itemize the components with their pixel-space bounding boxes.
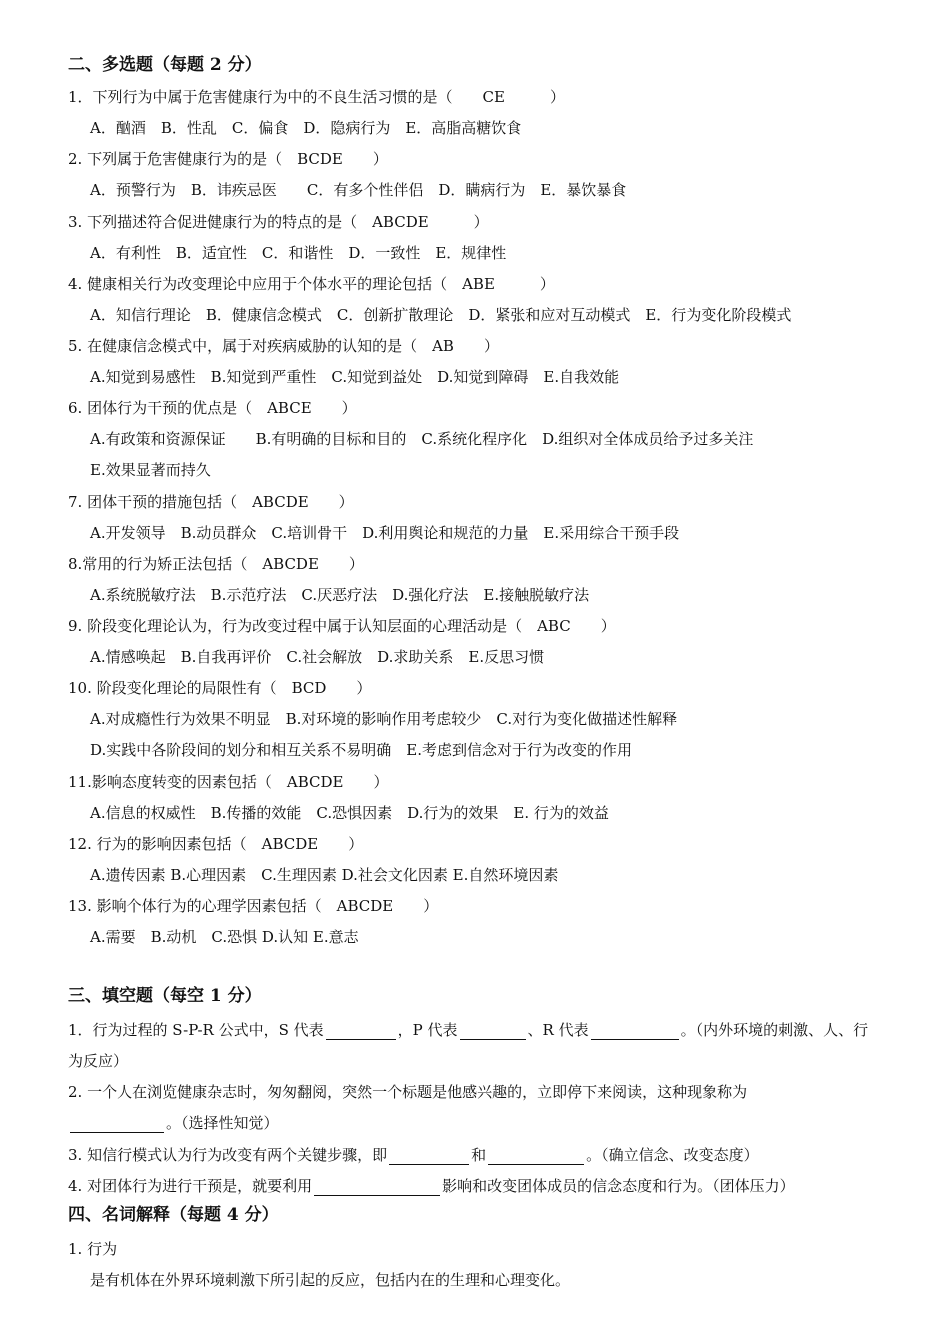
fill-q3-text-a: 3. 知信行模式认为行为改变有两个关键步骤，即 [68,1146,388,1164]
question-2-options: A．预警行为 B．讳疾忌医 C．有多个性伴侣 D．瞒病行为 E．暴饮暴食 [90,181,627,199]
question-6-options: A.有政策和资源保证 B.有明确的目标和目的 C.系统化程序化 D.组织对全体成员给予过多关注 [90,430,754,448]
question-5: 5. 在健康信念模式中，属于对疾病威胁的认知的是（ AB ） [68,337,499,355]
fill-question-1-cont: 为反应） [68,1052,129,1070]
section-heading-fill-blank: 三、填空题（每空 1 分） [68,986,262,1006]
fill-q1-text-b: ，P 代表 [397,1021,458,1039]
fill-q1-text-a: 1．行为过程的 S-P-R 公式中，S 代表 [68,1021,324,1039]
question-9: 9. 阶段变化理论认为，行为改变过程中属于认知层面的心理活动是（ ABC ） [68,617,616,635]
question-12: 12. 行为的影响因素包括（ ABCDE ） [68,835,364,853]
question-5-options: A.知觉到易感性 B.知觉到严重性 C.知觉到益处 D.知觉到障碍 E.自我效能 [90,368,620,386]
question-13-options: A.需要 B.动机 C.恐惧 D.认知 E.意志 [90,928,359,946]
fill-question-4 [68,1176,795,1198]
question-8-options: A.系统脱敏疗法 B.示范疗法 C.厌恶疗法 D.强化疗法 E.接触脱敏疗法 [90,586,590,604]
fill-q2-text-b: 。（选择性知觉） [166,1114,279,1132]
question-2: 2. 下列属于危害健康行为的是（ BCDE ） [68,150,388,168]
question-11: 11.影响态度转变的因素包括（ ABCDE ） [68,773,389,791]
fill-q1-blank-3[interactable] [591,1023,679,1040]
fill-question-2: 2. 一个人在浏览健康杂志时，匆匆翻阅，突然一个标题是他感兴趣的，立即停下来阅读，这种现象称为 [68,1083,748,1101]
section-heading-multiple-choice: 二、多选题（每题 2 分） [68,55,262,75]
question-10-options: A.对成瘾性行为效果不明显 B.对环境的影响作用考虑较少 C.对行为变化做描述性解释 [90,710,678,728]
fill-q1-text-c: 、R 代表 [527,1021,589,1039]
question-12-options: A.遗传因素 B.心理因素 C.生理因素 D.社会文化因素 E.自然环境因素 [90,866,559,884]
question-8: 8.常用的行为矫正法包括（ ABCDE ） [68,555,364,573]
fill-q2-blank-1[interactable] [70,1116,164,1133]
term-1-definition: 是有机体在外界环境刺激下所引起的反应，包括内在的生理和心理变化。 [90,1271,571,1289]
fill-q4-blank-1[interactable] [314,1179,440,1196]
question-4: 4. 健康相关行为改变理论中应用于个体水平的理论包括（ ABE ） [68,275,555,293]
fill-question-2-cont [68,1113,279,1135]
question-6: 6. 团体行为干预的优点是（ ABCE ） [68,399,357,417]
fill-q3-blank-1[interactable] [389,1148,469,1165]
fill-q4-text-a: 4. 对团体行为进行干预是，就要利用 [68,1177,313,1195]
fill-question-3 [68,1145,759,1167]
fill-q3-text-c: 。（确立信念、改变态度） [586,1146,759,1164]
question-10: 10. 阶段变化理论的局限性有（ BCD ） [68,679,372,697]
question-11-options: A.信息的权威性 B.传播的效能 C.恐惧因素 D.行为的效果 E. 行为的效益 [90,804,609,822]
question-9-options: A.情感唤起 B.自我再评价 C.社会解放 D.求助关系 E.反思习惯 [90,648,545,666]
fill-q4-text-b: 影响和改变团体成员的信念态度和行为。（团体压力） [442,1177,795,1195]
fill-q3-blank-2[interactable] [488,1148,584,1165]
section-heading-terms: 四、名词解释（每题 4 分） [68,1205,279,1225]
question-7: 7. 团体干预的措施包括（ ABCDE ） [68,493,354,511]
question-3-options: A．有利性 B．适宜性 C．和谐性 D．一致性 E．规律性 [90,244,507,262]
fill-question-1 [68,1020,868,1042]
question-1-options: A．酗酒 B．性乱 C．偏食 D．隐病行为 E．高脂高糖饮食 [90,119,522,137]
question-7-options: A.开发领导 B.动员群众 C.培训骨干 D.利用舆论和规范的力量 E.采用综合干预手段 [90,524,680,542]
question-3: 3. 下列描述符合促进健康行为的特点的是（ ABCDE ） [68,213,489,231]
fill-q3-text-b: 和 [471,1146,487,1164]
fill-q1-text-d: 。（内外环境的刺激、人、行 [680,1021,869,1039]
question-6-options-cont: E.效果显著而持久 [90,461,211,479]
question-10-options-cont: D.实践中各阶段间的划分和相互关系不易明确 E.考虑到信念对于行为改变的作用 [90,741,632,759]
question-4-options: A．知信行理论 B．健康信念模式 C．创新扩散理论 D．紧张和应对互动模式 E．行为变化阶段模式 [90,306,792,324]
term-1-title: 1. 行为 [68,1240,118,1258]
fill-q1-blank-2[interactable] [460,1023,526,1040]
question-1: 1．下列行为中属于危害健康行为中的不良生活习惯的是（ CE ） [68,88,565,106]
fill-q1-blank-1[interactable] [326,1023,396,1040]
question-13: 13. 影响个体行为的心理学因素包括（ ABCDE ） [68,897,439,915]
